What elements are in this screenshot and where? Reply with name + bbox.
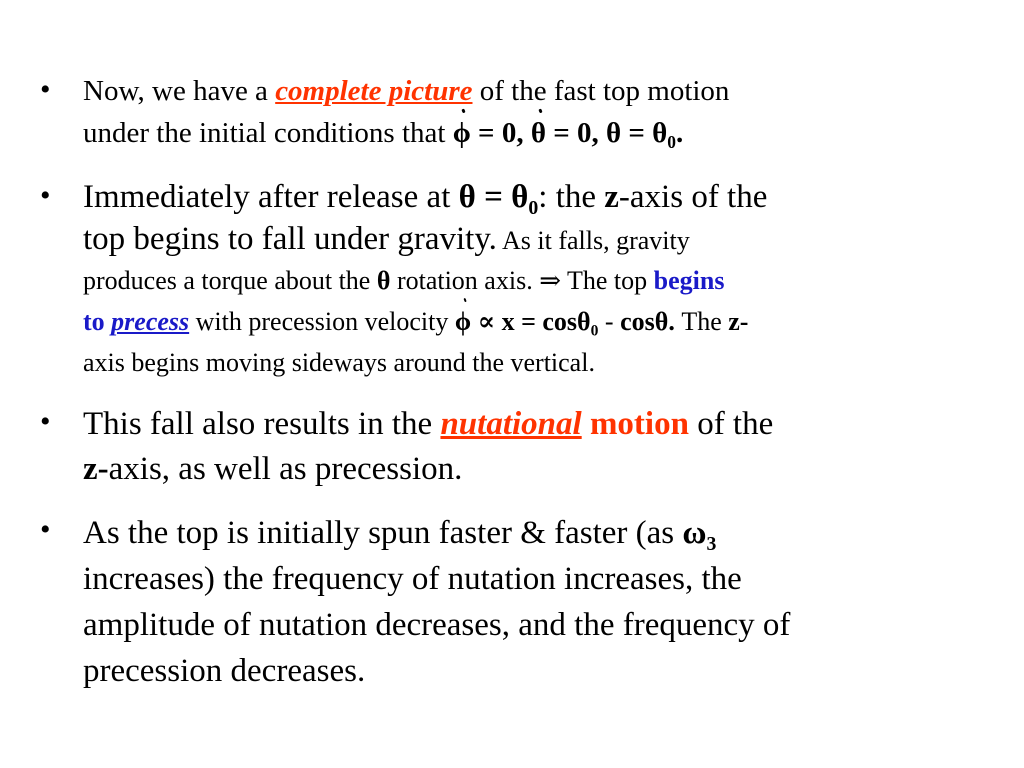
text-run: .	[676, 117, 684, 149]
text-line	[83, 70, 970, 112]
z-axis-label: z-	[83, 451, 109, 487]
text-line: increases) the frequency of nutation increases, the	[83, 561, 742, 597]
theta-equation: θ = θ	[458, 179, 529, 215]
precession-equation	[454, 307, 599, 340]
bullet-text	[83, 176, 970, 383]
subscript: 0	[590, 322, 599, 340]
emphasis-nutational: nutational	[440, 406, 582, 442]
text-run	[582, 406, 590, 442]
bullet-text	[83, 70, 970, 154]
text-run: top begins to fall under gravity.	[83, 221, 497, 257]
text-run: This fall also results in the	[83, 406, 441, 442]
z-axis-label: z	[604, 179, 619, 215]
initial-conditions-equation	[452, 117, 684, 153]
phi-dot-symbol: ϕ	[455, 301, 471, 342]
text-line: precession decreases.	[83, 653, 366, 689]
emphasis-to: to	[83, 307, 112, 336]
text-run: produces a torque about the	[83, 266, 377, 295]
text-line: axis begins moving sideways around the vertical.	[83, 348, 595, 377]
text-line	[83, 176, 970, 218]
text-line	[83, 112, 970, 154]
text-run: of the fast top motion	[472, 75, 730, 107]
omega-symbol: ω	[682, 515, 707, 551]
text-line	[83, 510, 970, 556]
subscript: 3	[706, 532, 717, 555]
theta-symbol: θ	[376, 266, 391, 295]
bullet-marker: •	[40, 513, 51, 546]
text-run: The	[674, 307, 729, 336]
bullet-text	[83, 402, 970, 492]
text-run: = 0, θ = θ	[545, 117, 668, 149]
text-run: ∝ x = cosθ	[471, 307, 591, 336]
text-run: As it falls, gravity	[496, 226, 690, 255]
bullet-marker: •	[40, 405, 51, 438]
text-run: : the	[538, 179, 605, 215]
bullet-marker: •	[40, 73, 51, 106]
text-run: under the initial conditions that	[83, 117, 453, 149]
text-line: amplitude of nutation decreases, and the frequency of	[83, 607, 791, 643]
text-run: Immediately after release at	[83, 179, 459, 215]
text-run: of the	[688, 406, 774, 442]
emphasis-begins: begins	[653, 266, 725, 295]
emphasis-precess: precess	[111, 307, 190, 336]
bullet-text	[83, 510, 970, 694]
text-line	[83, 260, 970, 301]
subscript: 0	[528, 196, 539, 219]
text-run: As the top is initially spun faster & faster (as	[83, 515, 683, 551]
theta-dot-symbol: θ	[531, 112, 546, 154]
cos-theta: cosθ.	[620, 307, 675, 336]
text-run: -	[598, 307, 621, 336]
text-line	[83, 447, 970, 492]
phi-dot-symbol: ϕ	[453, 112, 471, 154]
text-line	[83, 301, 970, 342]
text-run: Now, we have a	[83, 75, 276, 107]
text-line	[83, 402, 970, 447]
text-run: with precession velocity	[189, 307, 455, 336]
text-run: -axis of the	[618, 179, 768, 215]
emphasis-complete-picture: complete picture	[275, 75, 473, 107]
bullet-marker: •	[40, 179, 51, 212]
text-run: rotation axis. ⇒ The top	[390, 266, 654, 295]
text-run: axis, as well as precession.	[108, 451, 463, 487]
text-line	[83, 218, 970, 260]
subscript: 0	[667, 132, 676, 153]
text-run: = 0,	[470, 117, 531, 149]
z-axis-label: z-	[728, 307, 749, 336]
emphasis-motion: motion	[589, 406, 689, 442]
